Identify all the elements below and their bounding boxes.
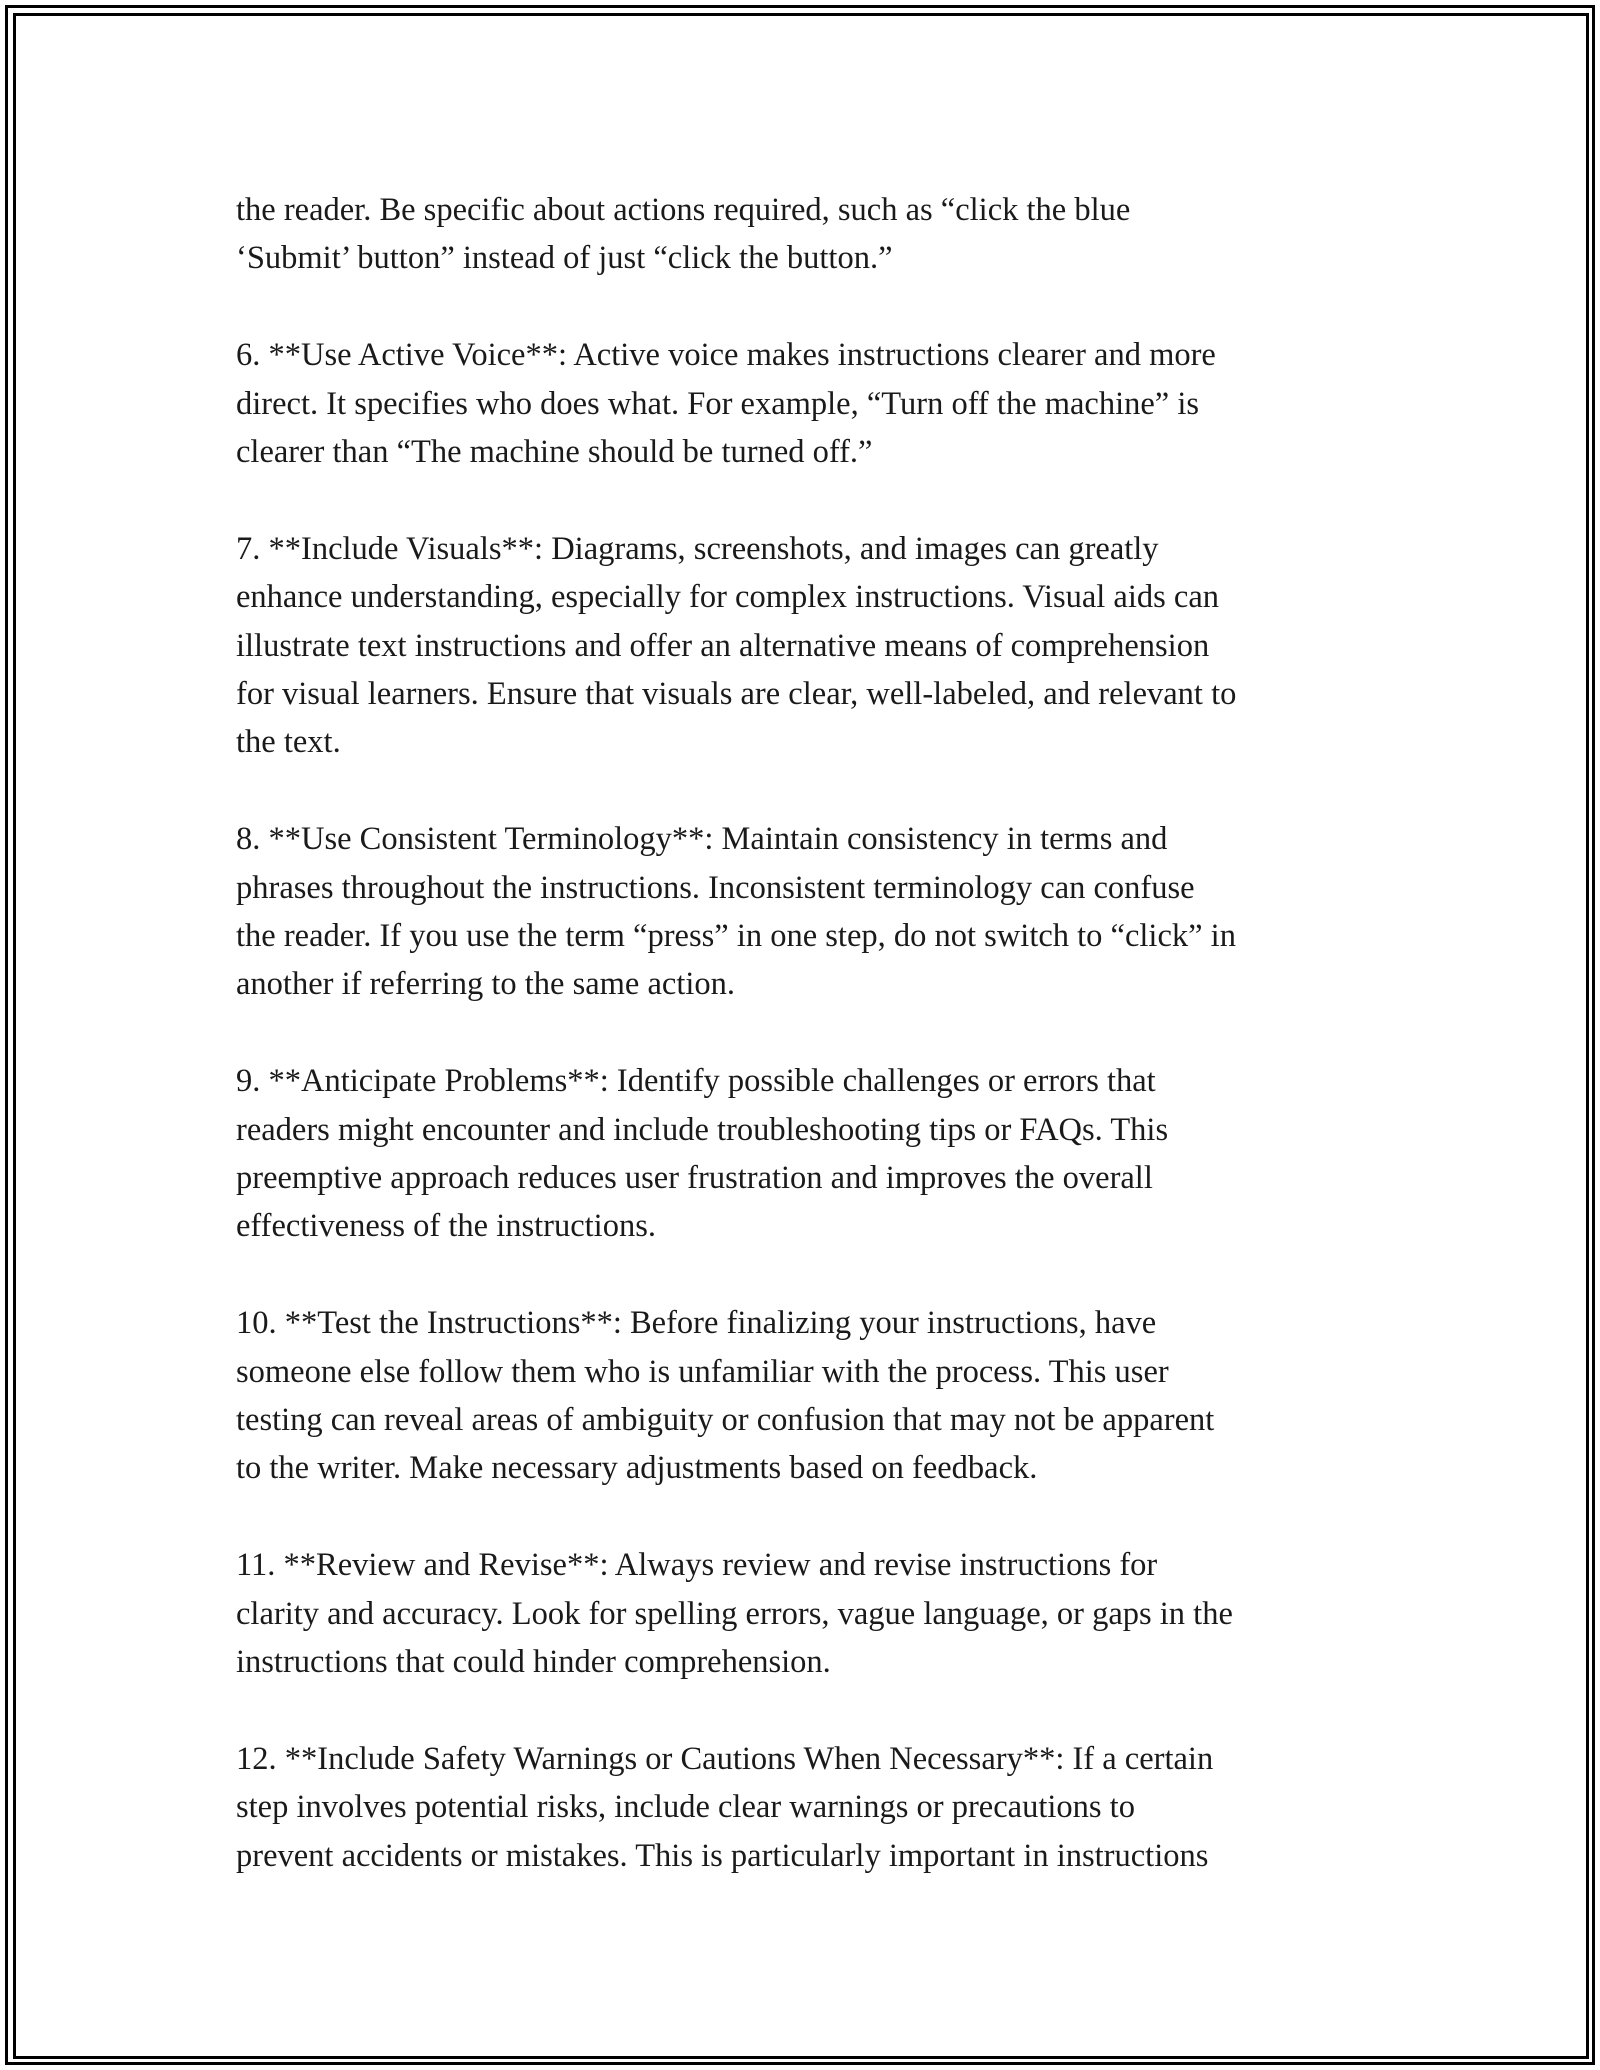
paragraph-continuation: the reader. Be specific about actions required, such as “click the blue ‘Submit’ button” instead of just “click the button.” (236, 192, 1131, 277)
paragraph-item-11: 11. **Review and Revise**: Always review and revise instructions for clarity and accuracy. Look for spelling errors, vague language, or gaps in the instructions that could hinder comprehension. (236, 1547, 1233, 1681)
paragraph-item-9: 9. **Anticipate Problems**: Identify possible challenges or errors that readers might encounter and include troubleshooting tips or FAQs. This preemptive approach reduces user frustration and improves the overall effectiveness of the instructions. (236, 1063, 1169, 1245)
paragraph-item-7: 7. **Include Visuals**: Diagrams, screenshots, and images can greatly enhance understanding, especially for complex instructions. Visual aids can illustrate text instructions and offer an alternative means of comprehension for visual learners. Ensure that visuals are clear, well-labeled, and relevant to the text. (236, 530, 1237, 761)
paragraph-item-6: 6. **Use Active Voice**: Active voice makes instructions clearer and more direct. It specifies who does what. For example, “Turn off the machine” is clearer than “The machine should be turned off.” (236, 337, 1216, 471)
document-body (236, 186, 1384, 1880)
paragraph-item-8: 8. **Use Consistent Terminology**: Maintain consistency in terms and phrases throughout the instructions. Inconsistent terminology can confuse the reader. If you use the term “press” in one step, do not switch to “click” in another if referring to the same action. (236, 821, 1236, 1003)
paragraph-item-10: 10. **Test the Instructions**: Before finalizing your instructions, have someone else follow them who is unfamiliar with the process. This user testing can reveal areas of ambiguity or confusion that may not be apparent to the writer. Make necessary adjustments based on feedback. (236, 1305, 1215, 1487)
paragraph-item-12: 12. **Include Safety Warnings or Cautions When Necessary**: If a certain step involves potential risks, include clear warnings or precautions to prevent accidents or mistakes. This is particularly important in instructions (236, 1740, 1214, 1874)
